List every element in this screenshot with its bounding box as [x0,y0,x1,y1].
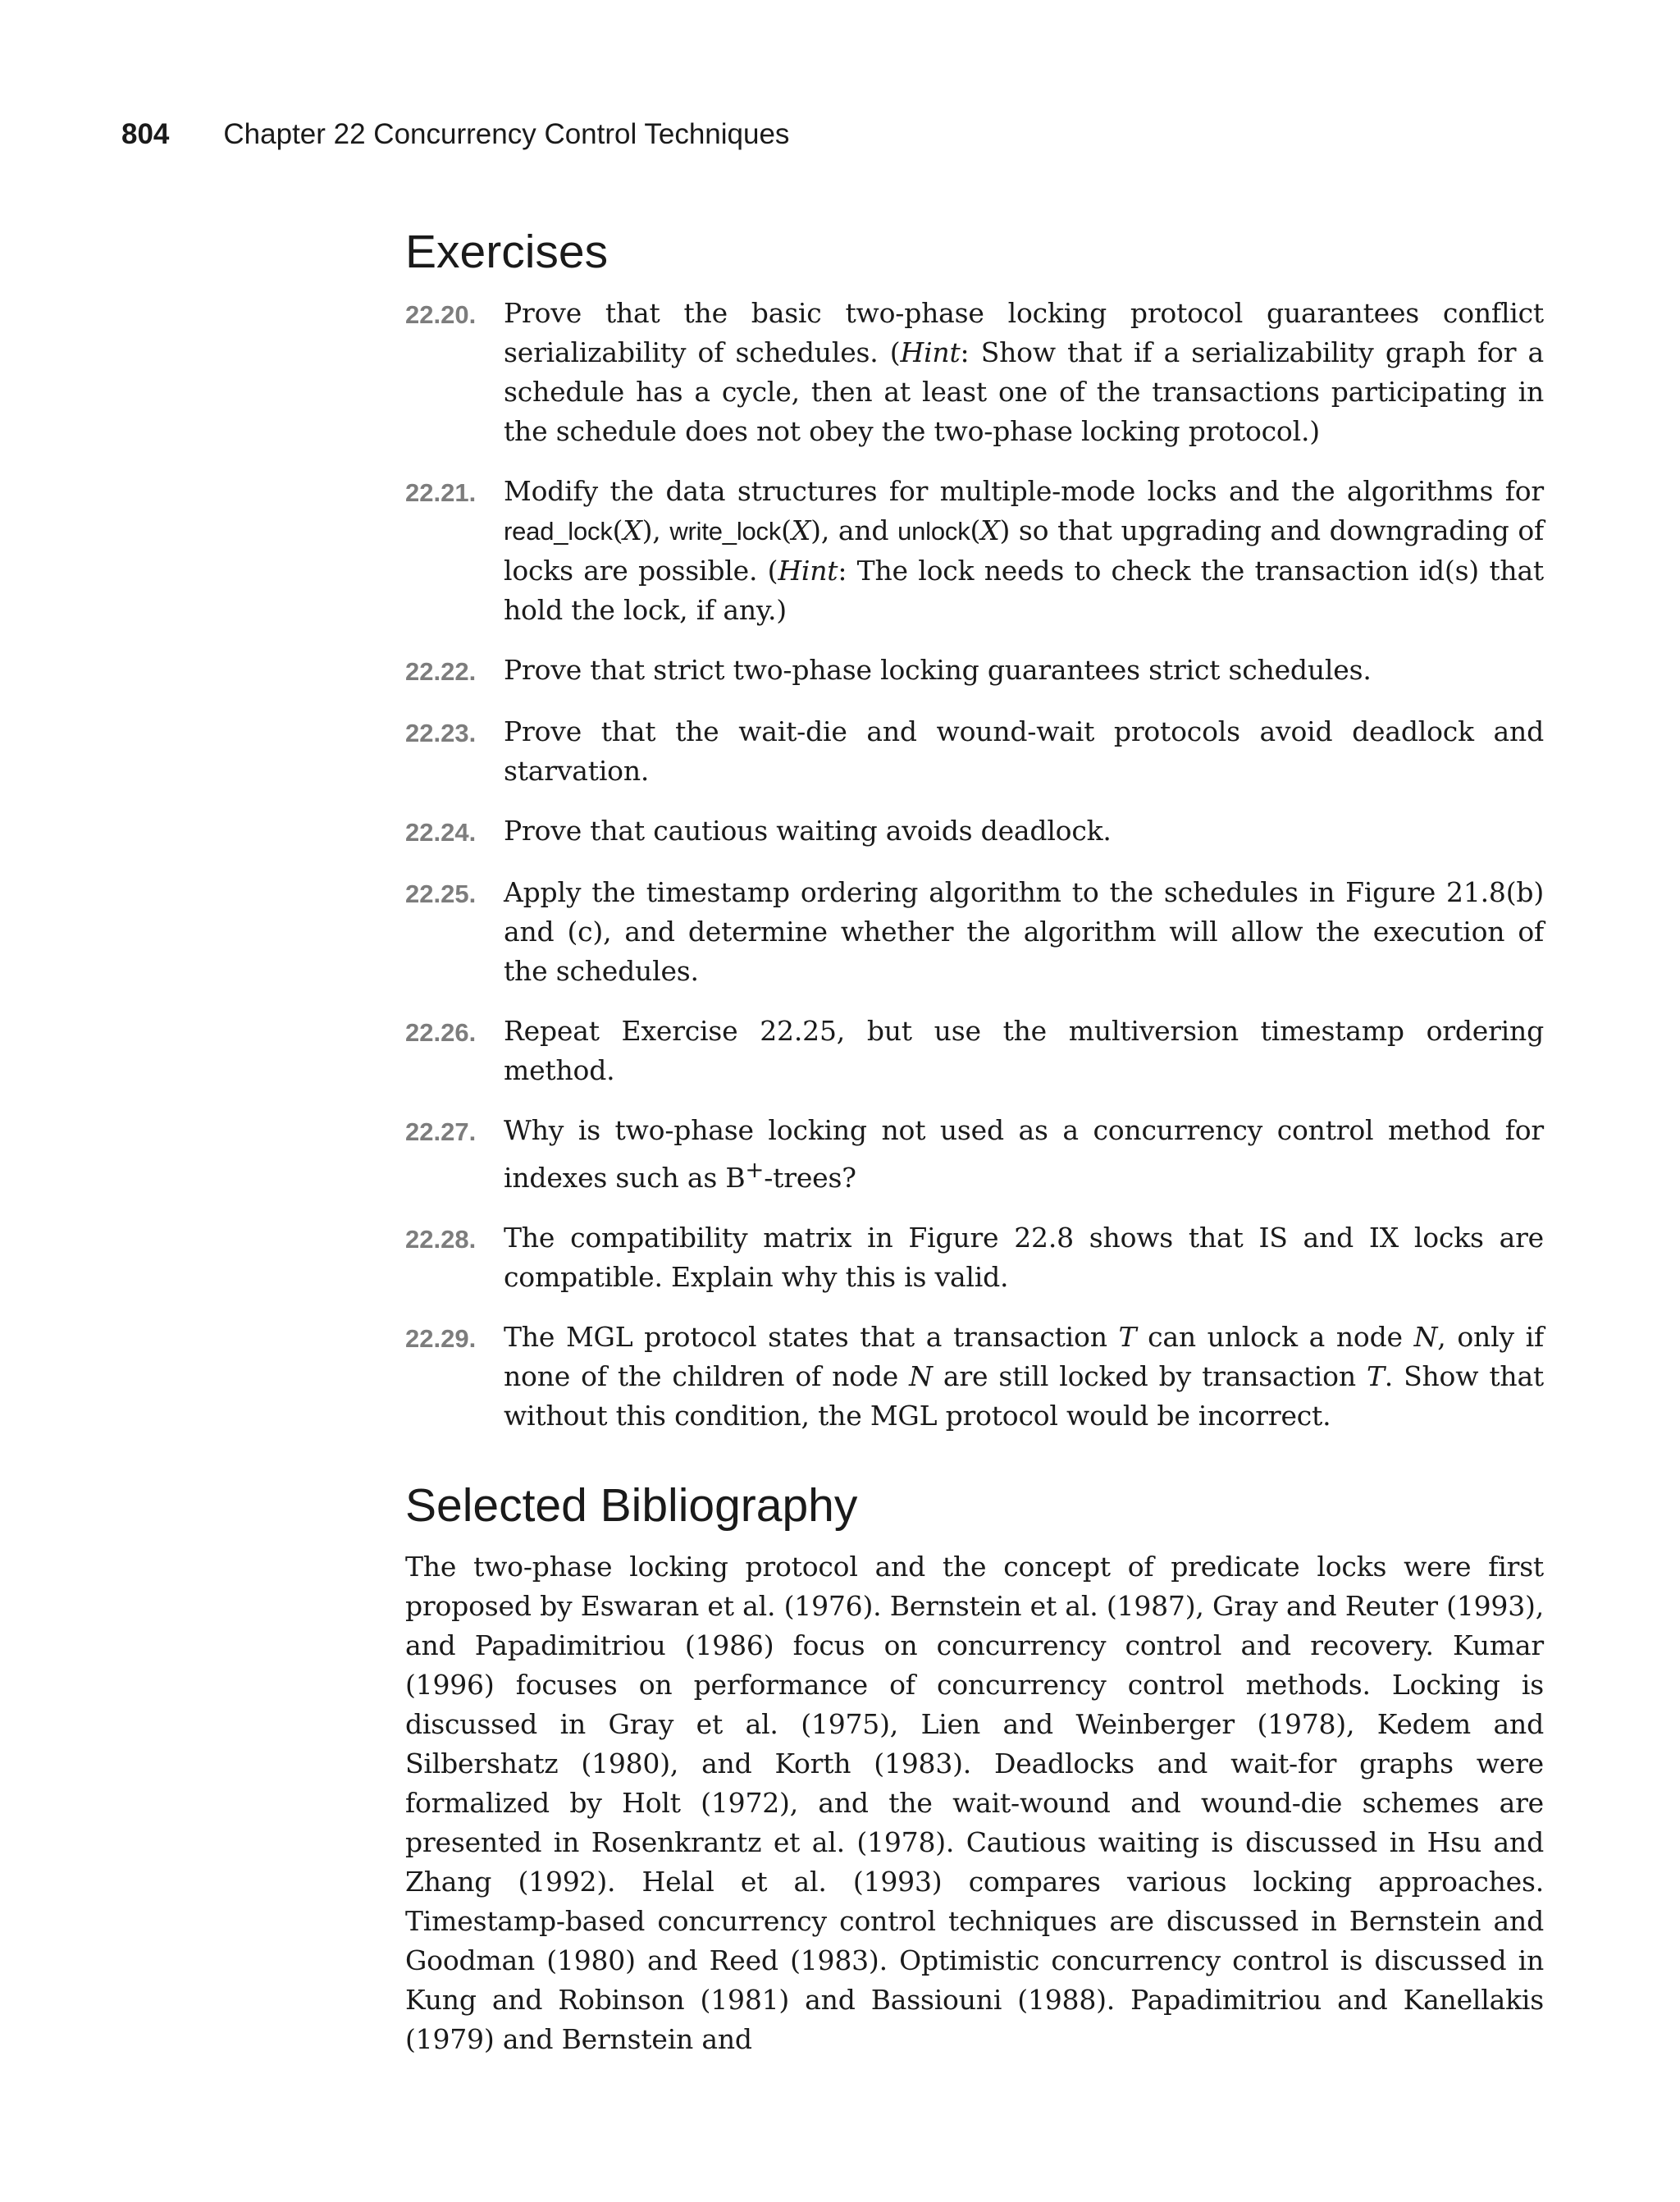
italic-term: Hint [778,555,838,587]
bibliography-heading: Selected Bibliography [405,1479,858,1532]
exercise-number: 22.24. [405,818,477,847]
exercise-item [405,472,1544,630]
exercise-number: 22.25. [405,879,477,908]
bibliography-paragraph: The two-phase locking protocol and the concept of predicate locks were first proposed by Eswaran et al. (1976). Bernstein et al. (1987), Gray and Reuter (1993), and Papadimitriou (1986) focus on concurrency control and recovery. Kumar (1996) focuses on performance of concurrency control methods. Locking is discussed in Gray et al. (1975), Lien and Weinberger (1978), Kedem and Silbershatz (1980), and Korth (1983). Deadlocks and wait-for graphs were formalized by Holt (1972), and the wait-wound and wound-die schemes are presented in Rosenkrantz et al. (1978). Cautious waiting is discussed in Hsu and Zhang (1992). Helal et al. (1993) compares various locking approaches. Timestamp-based concurrency control techniques are discussed in Bernstein and Goodman (1980) and Reed (1983). Optimistic concurrency control is discussed in Kung and Robinson (1981) and Bassiouni (1988). Papadimitriou and Kanellakis (1979) and Bernstein and [405,1551,1544,2055]
text-run: Prove that the wait-die and wound-wait protocols avoid deadlock and starvation. [504,715,1544,787]
exercise-text [504,294,1544,451]
exercise-number: 22.23. [405,719,477,747]
exercise-item [405,651,1544,692]
exercise-item [405,712,1544,791]
exercise-number: 22.26. [405,1018,477,1047]
text-run: : Show that if a serializability graph for a schedule has a cycle, then at least one of the transactions participating in the schedule does not obey the two-phase locking protocol.) [504,336,1545,447]
exercise-number: 22.22. [405,657,477,686]
exercise-number: 22.20. [405,300,477,329]
text-run: Apply the timestamp ordering algorithm to the schedules in Figure 21.8(b) and (c), and determine whether the algorithm will allow the execution of the schedules. [504,876,1544,987]
exercise-list [405,294,1544,1456]
code-term: write_lock [669,517,782,546]
text-run: The MGL protocol states that a transaction [504,1321,1119,1353]
code-term: unlock [897,517,970,546]
exercise-text [504,651,1544,690]
exercise-text [504,1012,1544,1090]
exercise-text [504,1318,1544,1436]
running-header [121,116,789,153]
exercise-item [405,811,1544,852]
text-run: ), [641,514,670,546]
text-run: Prove that cautious waiting avoids deadlock. [504,815,1112,847]
italic-term: X [623,514,642,546]
text-run: ), and [810,514,898,546]
italic-term: X [791,514,811,546]
exercise-text [504,712,1544,791]
text-run: can unlock a node [1136,1321,1414,1353]
superscript: + [745,1157,765,1183]
exercise-text [504,1218,1544,1297]
italic-term: T [1118,1321,1137,1353]
text-run: ) so that upgrading and downgrading of locks are possible. ( [504,514,1544,587]
text-run: : The lock needs to check the transaction id(s) that hold the lock, if any.) [504,555,1544,626]
italic-term: X [980,514,1000,546]
italic-term: Hint [900,336,961,368]
text-run: are still locked by transaction [932,1360,1367,1392]
exercise-item [405,1111,1544,1198]
exercise-item [405,1218,1544,1297]
exercise-text [504,811,1544,851]
text-run: ( [612,514,623,546]
exercise-number: 22.27. [405,1117,477,1146]
text-run: . Show that without this condition, the MGL protocol would be incorrect. [504,1360,1544,1432]
exercise-item [405,294,1544,451]
exercise-item [405,1012,1544,1090]
text-run: Repeat Exercise 22.25, but use the multiversion timestamp ordering method. [504,1015,1544,1086]
text-run: ( [970,514,981,546]
exercise-item [405,1318,1544,1436]
chapter-title: Chapter 22 Concurrency Control Techniques [223,118,790,150]
text-run: ( [781,514,792,546]
italic-term: N [909,1360,933,1392]
exercises-heading: Exercises [405,226,609,278]
text-run: Prove that the basic two-phase locking protocol guarantees conflict serializability of schedules. ( [504,297,1544,368]
text-run: Prove that strict two-phase locking guarantees strict schedules. [504,654,1372,686]
exercise-text [504,1111,1544,1198]
text-run: The compatibility matrix in Figure 22.8 shows that IS and IX locks are compatible. Explain why this is valid. [504,1222,1544,1293]
exercise-number: 22.29. [405,1324,477,1353]
text-run: Why is two-phase locking not used as a concurrency control method for indexes such as B [504,1114,1544,1194]
exercise-number: 22.28. [405,1225,477,1254]
code-term: read_lock [504,517,613,546]
exercise-item [405,873,1544,991]
exercise-number: 22.21. [405,478,477,507]
text-run: , only if none of the children of node [504,1321,1544,1392]
italic-term: T [1366,1360,1385,1392]
text-run: Modify the data structures for multiple-mode locks and the algorithms for [504,475,1544,507]
exercise-text [504,873,1544,991]
page-number: 804 [121,118,170,150]
text-run: -trees? [764,1162,856,1194]
italic-term: N [1413,1321,1438,1353]
exercise-text [504,472,1544,630]
